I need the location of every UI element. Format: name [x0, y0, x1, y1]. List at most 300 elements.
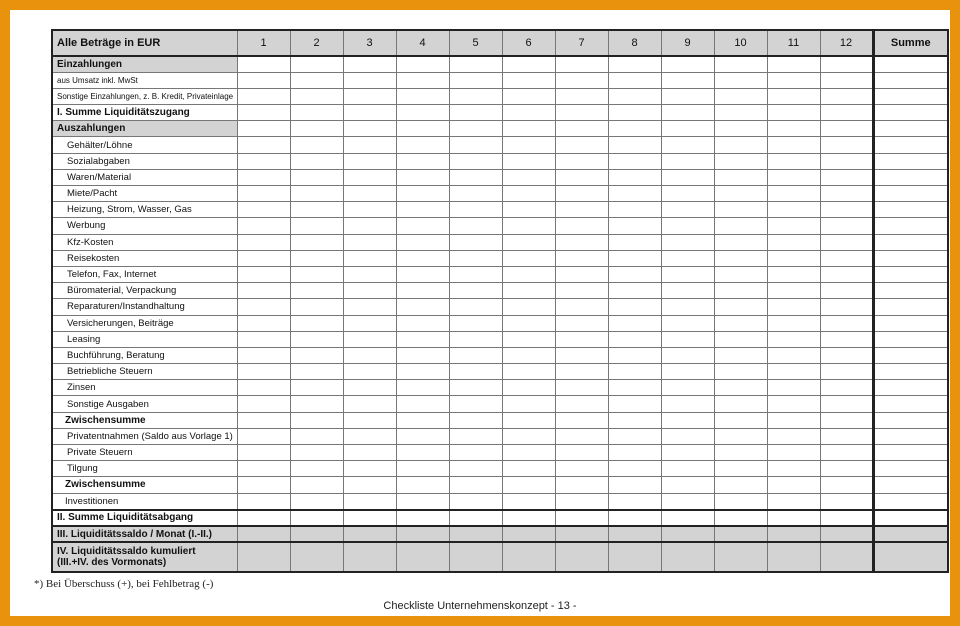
cell-month-12[interactable] — [820, 121, 873, 137]
cell-month-10[interactable] — [714, 461, 767, 477]
cell-month-10[interactable] — [714, 169, 767, 185]
cell-month-1[interactable] — [237, 493, 290, 510]
cell-month-3[interactable] — [343, 428, 396, 444]
cell-month-11[interactable] — [767, 510, 820, 526]
cell-month-10[interactable] — [714, 121, 767, 137]
cell-month-1[interactable] — [237, 72, 290, 88]
cell-month-8[interactable] — [608, 234, 661, 250]
cell-month-1[interactable] — [237, 396, 290, 412]
cell-month-3[interactable] — [343, 153, 396, 169]
cell-month-11[interactable] — [767, 121, 820, 137]
cell-month-3[interactable] — [343, 461, 396, 477]
cell-month-1[interactable] — [237, 412, 290, 428]
cell-month-12[interactable] — [820, 428, 873, 444]
cell-month-12[interactable] — [820, 493, 873, 510]
cell-month-5[interactable] — [449, 234, 502, 250]
cell-month-6[interactable] — [502, 56, 555, 72]
cell-month-10[interactable] — [714, 380, 767, 396]
cell-month-6[interactable] — [502, 186, 555, 202]
cell-month-2[interactable] — [290, 396, 343, 412]
cell-month-11[interactable] — [767, 396, 820, 412]
cell-sum[interactable] — [873, 445, 948, 461]
cell-month-5[interactable] — [449, 445, 502, 461]
cell-month-10[interactable] — [714, 331, 767, 347]
cell-month-3[interactable] — [343, 412, 396, 428]
cell-month-9[interactable] — [661, 445, 714, 461]
cell-month-2[interactable] — [290, 510, 343, 526]
cell-month-8[interactable] — [608, 88, 661, 104]
cell-month-8[interactable] — [608, 299, 661, 315]
cell-month-12[interactable] — [820, 315, 873, 331]
cell-month-11[interactable] — [767, 186, 820, 202]
cell-month-3[interactable] — [343, 396, 396, 412]
cell-month-12[interactable] — [820, 234, 873, 250]
cell-month-12[interactable] — [820, 477, 873, 493]
cell-month-3[interactable] — [343, 88, 396, 104]
cell-month-2[interactable] — [290, 380, 343, 396]
cell-sum[interactable] — [873, 364, 948, 380]
cell-sum[interactable] — [873, 283, 948, 299]
cell-month-5[interactable] — [449, 380, 502, 396]
cell-month-12[interactable] — [820, 364, 873, 380]
cell-sum[interactable] — [873, 542, 948, 572]
cell-month-10[interactable] — [714, 510, 767, 526]
cell-month-7[interactable] — [555, 186, 608, 202]
cell-month-6[interactable] — [502, 299, 555, 315]
cell-month-1[interactable] — [237, 428, 290, 444]
cell-month-2[interactable] — [290, 299, 343, 315]
cell-month-4[interactable] — [396, 428, 449, 444]
cell-month-2[interactable] — [290, 364, 343, 380]
cell-month-9[interactable] — [661, 542, 714, 572]
cell-month-5[interactable] — [449, 526, 502, 542]
cell-month-4[interactable] — [396, 88, 449, 104]
cell-month-9[interactable] — [661, 121, 714, 137]
cell-month-2[interactable] — [290, 331, 343, 347]
cell-month-1[interactable] — [237, 121, 290, 137]
cell-month-2[interactable] — [290, 218, 343, 234]
cell-month-9[interactable] — [661, 186, 714, 202]
cell-month-4[interactable] — [396, 299, 449, 315]
cell-month-1[interactable] — [237, 526, 290, 542]
cell-month-10[interactable] — [714, 299, 767, 315]
cell-month-6[interactable] — [502, 477, 555, 493]
cell-month-7[interactable] — [555, 56, 608, 72]
cell-month-11[interactable] — [767, 88, 820, 104]
cell-month-6[interactable] — [502, 153, 555, 169]
cell-month-11[interactable] — [767, 315, 820, 331]
cell-month-7[interactable] — [555, 412, 608, 428]
cell-month-7[interactable] — [555, 396, 608, 412]
cell-month-1[interactable] — [237, 202, 290, 218]
cell-month-9[interactable] — [661, 510, 714, 526]
cell-month-3[interactable] — [343, 299, 396, 315]
cell-month-11[interactable] — [767, 347, 820, 363]
cell-month-1[interactable] — [237, 169, 290, 185]
cell-month-3[interactable] — [343, 445, 396, 461]
cell-month-2[interactable] — [290, 56, 343, 72]
cell-month-1[interactable] — [237, 461, 290, 477]
cell-month-12[interactable] — [820, 396, 873, 412]
cell-sum[interactable] — [873, 169, 948, 185]
cell-month-8[interactable] — [608, 347, 661, 363]
cell-month-8[interactable] — [608, 510, 661, 526]
cell-month-4[interactable] — [396, 266, 449, 282]
cell-month-6[interactable] — [502, 510, 555, 526]
cell-month-6[interactable] — [502, 283, 555, 299]
cell-month-2[interactable] — [290, 169, 343, 185]
cell-month-9[interactable] — [661, 153, 714, 169]
cell-month-8[interactable] — [608, 72, 661, 88]
cell-month-8[interactable] — [608, 526, 661, 542]
cell-month-9[interactable] — [661, 412, 714, 428]
cell-month-10[interactable] — [714, 137, 767, 153]
cell-month-7[interactable] — [555, 169, 608, 185]
cell-month-6[interactable] — [502, 218, 555, 234]
cell-month-1[interactable] — [237, 56, 290, 72]
cell-month-6[interactable] — [502, 412, 555, 428]
cell-month-1[interactable] — [237, 331, 290, 347]
cell-month-9[interactable] — [661, 169, 714, 185]
cell-month-1[interactable] — [237, 283, 290, 299]
cell-month-8[interactable] — [608, 315, 661, 331]
cell-month-3[interactable] — [343, 202, 396, 218]
cell-month-12[interactable] — [820, 331, 873, 347]
cell-month-7[interactable] — [555, 331, 608, 347]
cell-month-10[interactable] — [714, 396, 767, 412]
cell-month-11[interactable] — [767, 56, 820, 72]
cell-month-8[interactable] — [608, 153, 661, 169]
cell-month-12[interactable] — [820, 250, 873, 266]
cell-month-12[interactable] — [820, 186, 873, 202]
cell-month-9[interactable] — [661, 202, 714, 218]
cell-month-6[interactable] — [502, 493, 555, 510]
cell-month-1[interactable] — [237, 315, 290, 331]
cell-month-7[interactable] — [555, 461, 608, 477]
cell-month-11[interactable] — [767, 542, 820, 572]
cell-month-2[interactable] — [290, 88, 343, 104]
cell-month-6[interactable] — [502, 380, 555, 396]
cell-month-11[interactable] — [767, 461, 820, 477]
cell-month-11[interactable] — [767, 412, 820, 428]
cell-month-3[interactable] — [343, 477, 396, 493]
cell-month-4[interactable] — [396, 153, 449, 169]
cell-month-6[interactable] — [502, 364, 555, 380]
cell-month-10[interactable] — [714, 56, 767, 72]
cell-sum[interactable] — [873, 218, 948, 234]
cell-month-4[interactable] — [396, 105, 449, 121]
cell-month-11[interactable] — [767, 234, 820, 250]
cell-month-4[interactable] — [396, 396, 449, 412]
cell-month-1[interactable] — [237, 186, 290, 202]
cell-month-9[interactable] — [661, 396, 714, 412]
cell-month-6[interactable] — [502, 526, 555, 542]
cell-month-8[interactable] — [608, 493, 661, 510]
cell-month-5[interactable] — [449, 315, 502, 331]
cell-sum[interactable] — [873, 412, 948, 428]
cell-month-4[interactable] — [396, 283, 449, 299]
cell-month-1[interactable] — [237, 88, 290, 104]
cell-month-2[interactable] — [290, 266, 343, 282]
cell-month-3[interactable] — [343, 137, 396, 153]
cell-month-3[interactable] — [343, 186, 396, 202]
cell-month-2[interactable] — [290, 105, 343, 121]
cell-month-4[interactable] — [396, 445, 449, 461]
cell-month-3[interactable] — [343, 234, 396, 250]
cell-month-11[interactable] — [767, 218, 820, 234]
cell-sum[interactable] — [873, 493, 948, 510]
cell-month-9[interactable] — [661, 88, 714, 104]
cell-sum[interactable] — [873, 202, 948, 218]
cell-month-7[interactable] — [555, 493, 608, 510]
cell-month-7[interactable] — [555, 266, 608, 282]
cell-month-9[interactable] — [661, 105, 714, 121]
cell-month-8[interactable] — [608, 380, 661, 396]
cell-month-1[interactable] — [237, 542, 290, 572]
cell-month-5[interactable] — [449, 347, 502, 363]
cell-month-4[interactable] — [396, 250, 449, 266]
cell-month-3[interactable] — [343, 250, 396, 266]
cell-month-9[interactable] — [661, 283, 714, 299]
cell-month-9[interactable] — [661, 380, 714, 396]
cell-month-2[interactable] — [290, 137, 343, 153]
cell-month-5[interactable] — [449, 331, 502, 347]
cell-month-12[interactable] — [820, 542, 873, 572]
cell-month-11[interactable] — [767, 72, 820, 88]
cell-month-11[interactable] — [767, 364, 820, 380]
cell-month-1[interactable] — [237, 477, 290, 493]
cell-month-4[interactable] — [396, 137, 449, 153]
cell-month-5[interactable] — [449, 412, 502, 428]
cell-sum[interactable] — [873, 315, 948, 331]
cell-month-12[interactable] — [820, 88, 873, 104]
cell-sum[interactable] — [873, 105, 948, 121]
cell-month-2[interactable] — [290, 412, 343, 428]
cell-month-11[interactable] — [767, 169, 820, 185]
cell-month-2[interactable] — [290, 526, 343, 542]
cell-month-12[interactable] — [820, 461, 873, 477]
cell-month-10[interactable] — [714, 266, 767, 282]
cell-month-6[interactable] — [502, 347, 555, 363]
cell-month-4[interactable] — [396, 331, 449, 347]
cell-month-9[interactable] — [661, 477, 714, 493]
cell-sum[interactable] — [873, 299, 948, 315]
cell-month-10[interactable] — [714, 234, 767, 250]
cell-month-10[interactable] — [714, 218, 767, 234]
cell-month-4[interactable] — [396, 526, 449, 542]
cell-month-12[interactable] — [820, 526, 873, 542]
cell-month-1[interactable] — [237, 105, 290, 121]
cell-month-4[interactable] — [396, 461, 449, 477]
cell-month-12[interactable] — [820, 137, 873, 153]
cell-month-6[interactable] — [502, 315, 555, 331]
cell-month-9[interactable] — [661, 461, 714, 477]
cell-month-3[interactable] — [343, 493, 396, 510]
cell-month-8[interactable] — [608, 56, 661, 72]
cell-month-5[interactable] — [449, 105, 502, 121]
cell-month-4[interactable] — [396, 380, 449, 396]
cell-month-3[interactable] — [343, 510, 396, 526]
cell-month-7[interactable] — [555, 364, 608, 380]
cell-month-2[interactable] — [290, 186, 343, 202]
cell-month-12[interactable] — [820, 299, 873, 315]
cell-month-4[interactable] — [396, 510, 449, 526]
cell-month-3[interactable] — [343, 331, 396, 347]
cell-sum[interactable] — [873, 331, 948, 347]
cell-month-8[interactable] — [608, 396, 661, 412]
cell-month-11[interactable] — [767, 331, 820, 347]
cell-month-12[interactable] — [820, 380, 873, 396]
cell-month-4[interactable] — [396, 412, 449, 428]
cell-month-4[interactable] — [396, 234, 449, 250]
cell-month-11[interactable] — [767, 266, 820, 282]
cell-month-12[interactable] — [820, 105, 873, 121]
cell-month-3[interactable] — [343, 105, 396, 121]
cell-month-4[interactable] — [396, 493, 449, 510]
cell-month-8[interactable] — [608, 461, 661, 477]
cell-month-7[interactable] — [555, 510, 608, 526]
cell-month-12[interactable] — [820, 218, 873, 234]
cell-month-4[interactable] — [396, 542, 449, 572]
cell-month-2[interactable] — [290, 445, 343, 461]
cell-month-10[interactable] — [714, 250, 767, 266]
cell-month-2[interactable] — [290, 477, 343, 493]
cell-month-5[interactable] — [449, 461, 502, 477]
cell-month-1[interactable] — [237, 234, 290, 250]
cell-month-5[interactable] — [449, 186, 502, 202]
cell-month-7[interactable] — [555, 542, 608, 572]
cell-month-6[interactable] — [502, 250, 555, 266]
cell-month-7[interactable] — [555, 526, 608, 542]
cell-month-1[interactable] — [237, 137, 290, 153]
cell-month-9[interactable] — [661, 234, 714, 250]
cell-month-5[interactable] — [449, 88, 502, 104]
cell-month-10[interactable] — [714, 493, 767, 510]
cell-month-6[interactable] — [502, 396, 555, 412]
cell-month-9[interactable] — [661, 218, 714, 234]
cell-month-7[interactable] — [555, 88, 608, 104]
cell-month-3[interactable] — [343, 56, 396, 72]
cell-month-9[interactable] — [661, 137, 714, 153]
cell-month-3[interactable] — [343, 218, 396, 234]
cell-month-9[interactable] — [661, 299, 714, 315]
cell-month-5[interactable] — [449, 283, 502, 299]
cell-sum[interactable] — [873, 56, 948, 72]
cell-month-10[interactable] — [714, 347, 767, 363]
cell-month-2[interactable] — [290, 542, 343, 572]
cell-month-9[interactable] — [661, 315, 714, 331]
cell-month-7[interactable] — [555, 477, 608, 493]
cell-month-10[interactable] — [714, 542, 767, 572]
cell-month-12[interactable] — [820, 169, 873, 185]
cell-sum[interactable] — [873, 266, 948, 282]
cell-sum[interactable] — [873, 510, 948, 526]
cell-sum[interactable] — [873, 153, 948, 169]
cell-month-3[interactable] — [343, 266, 396, 282]
cell-month-11[interactable] — [767, 493, 820, 510]
cell-month-2[interactable] — [290, 347, 343, 363]
cell-sum[interactable] — [873, 72, 948, 88]
cell-month-12[interactable] — [820, 56, 873, 72]
cell-month-6[interactable] — [502, 202, 555, 218]
cell-month-9[interactable] — [661, 493, 714, 510]
cell-month-1[interactable] — [237, 364, 290, 380]
cell-month-5[interactable] — [449, 202, 502, 218]
cell-month-10[interactable] — [714, 153, 767, 169]
cell-month-11[interactable] — [767, 477, 820, 493]
cell-month-2[interactable] — [290, 315, 343, 331]
cell-month-9[interactable] — [661, 56, 714, 72]
cell-month-4[interactable] — [396, 72, 449, 88]
cell-month-9[interactable] — [661, 331, 714, 347]
cell-month-6[interactable] — [502, 88, 555, 104]
cell-month-10[interactable] — [714, 186, 767, 202]
cell-month-10[interactable] — [714, 428, 767, 444]
cell-month-2[interactable] — [290, 234, 343, 250]
cell-month-6[interactable] — [502, 169, 555, 185]
cell-month-11[interactable] — [767, 299, 820, 315]
cell-month-9[interactable] — [661, 250, 714, 266]
cell-month-2[interactable] — [290, 121, 343, 137]
cell-month-5[interactable] — [449, 153, 502, 169]
cell-month-4[interactable] — [396, 347, 449, 363]
cell-month-7[interactable] — [555, 250, 608, 266]
cell-month-3[interactable] — [343, 526, 396, 542]
cell-month-4[interactable] — [396, 477, 449, 493]
cell-month-7[interactable] — [555, 315, 608, 331]
cell-month-7[interactable] — [555, 347, 608, 363]
cell-month-3[interactable] — [343, 121, 396, 137]
cell-month-5[interactable] — [449, 542, 502, 572]
cell-month-8[interactable] — [608, 412, 661, 428]
cell-month-2[interactable] — [290, 428, 343, 444]
cell-month-10[interactable] — [714, 412, 767, 428]
cell-month-11[interactable] — [767, 428, 820, 444]
cell-month-5[interactable] — [449, 121, 502, 137]
cell-sum[interactable] — [873, 88, 948, 104]
cell-month-11[interactable] — [767, 283, 820, 299]
cell-month-7[interactable] — [555, 380, 608, 396]
cell-month-2[interactable] — [290, 461, 343, 477]
cell-month-8[interactable] — [608, 477, 661, 493]
cell-month-6[interactable] — [502, 105, 555, 121]
cell-month-7[interactable] — [555, 72, 608, 88]
cell-month-10[interactable] — [714, 477, 767, 493]
cell-month-12[interactable] — [820, 72, 873, 88]
cell-sum[interactable] — [873, 137, 948, 153]
cell-month-1[interactable] — [237, 445, 290, 461]
cell-month-10[interactable] — [714, 105, 767, 121]
cell-month-11[interactable] — [767, 153, 820, 169]
cell-month-6[interactable] — [502, 121, 555, 137]
cell-month-9[interactable] — [661, 266, 714, 282]
cell-month-2[interactable] — [290, 493, 343, 510]
cell-month-2[interactable] — [290, 202, 343, 218]
cell-month-8[interactable] — [608, 186, 661, 202]
cell-month-3[interactable] — [343, 542, 396, 572]
cell-month-5[interactable] — [449, 169, 502, 185]
cell-sum[interactable] — [873, 477, 948, 493]
cell-month-11[interactable] — [767, 250, 820, 266]
cell-month-7[interactable] — [555, 202, 608, 218]
cell-month-10[interactable] — [714, 283, 767, 299]
cell-month-8[interactable] — [608, 331, 661, 347]
cell-month-7[interactable] — [555, 299, 608, 315]
cell-month-6[interactable] — [502, 234, 555, 250]
cell-month-10[interactable] — [714, 202, 767, 218]
cell-month-3[interactable] — [343, 315, 396, 331]
cell-month-5[interactable] — [449, 56, 502, 72]
